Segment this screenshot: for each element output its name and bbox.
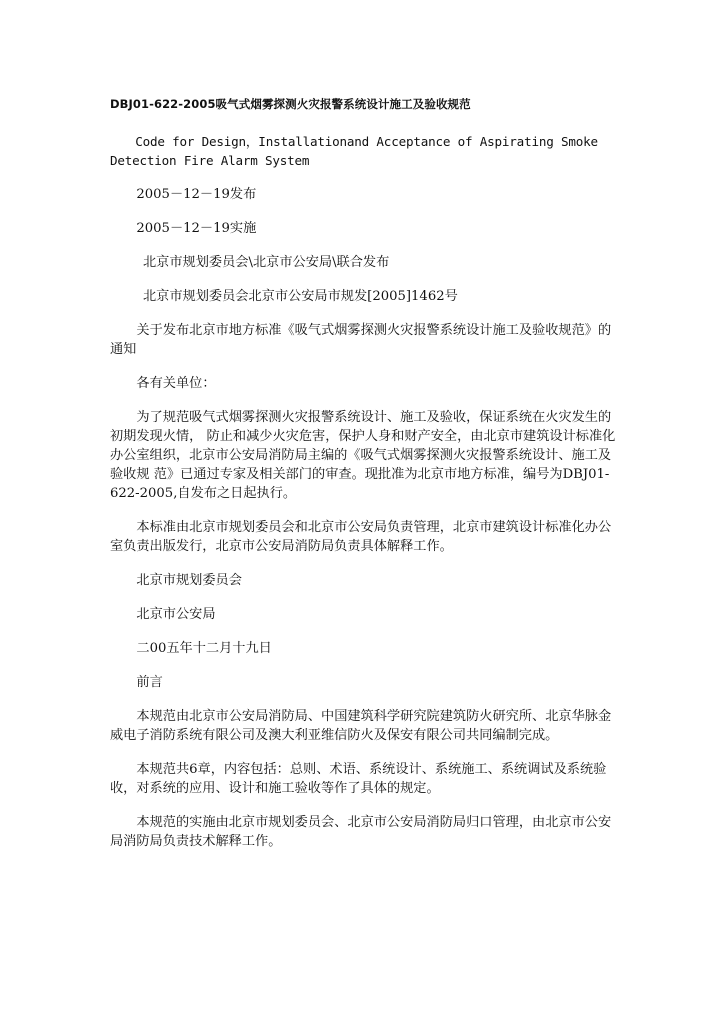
document-page — [110, 96, 620, 866]
notice-title: 关于发布北京市地方标准《吸气式烟雾探测火灾报警系统设计施工及验收规范》的通知 — [110, 323, 612, 357]
salutation: 各有关单位： — [136, 376, 216, 391]
issuers: 北京市规划委员会\北京市公安局\联合发布 — [143, 255, 390, 270]
preface-paragraph-2: 本规范共6章，内容包括：总则、术语、系统设计、系统施工、系统调试及系统验收，对系统的应用、设计和施工验收等作了具体的规定。 — [110, 762, 607, 796]
body-paragraph-2: 本标准由北京市规划委员会和北京市公安局负责管理，北京市建筑设计标准化办公室负责出版发行，北京市公安局消防局负责具体解释工作。 — [110, 520, 612, 554]
document-title: DBJ01-622-2005吸气式烟雾探测火灾报警系统设计施工及验收规范 — [110, 97, 471, 111]
english-title: Code for Design，Installationand Acceptance of Aspirating Smoke Detection Fire Alarm System — [110, 134, 598, 168]
signer-planning-commission: 北京市规划委员会 — [136, 573, 242, 588]
preface-paragraph-1: 本规范由北京市公安局消防局、中国建筑科学研究院建筑防火研究所、北京华脉金威电子消防系统有限公司及澳大利亚维信防火及保安有限公司共同编制完成。 — [110, 709, 612, 743]
effective-date: 2005－12－19实施 — [136, 221, 257, 236]
document-number: 北京市规划委员会北京市公安局市规发[2005]1462号 — [143, 289, 458, 304]
preface-paragraph-3: 本规范的实施由北京市规划委员会、北京市公安局消防局归口管理，由北京市公安局消防局负责技术解释工作。 — [110, 815, 612, 849]
body-paragraph-1: 为了规范吸气式烟雾探测火灾报警系统设计、施工及验收，保证系统在火灾发生的初期发现火情， 防止和减少火灾危害，保护人身和财产安全，由北京市建筑设计标准化办公室组织，北京市公安局消防局主编的《吸气式烟雾探测火灾报警系统设计、施工及验收规 范》已通过专家及相关部门的审查。现批准为北京市地方标准，编号为DBJ01-622-2005,自发布之日起执行。 — [110, 410, 616, 501]
signer-public-security-bureau: 北京市公安局 — [136, 607, 216, 622]
preface-heading: 前言 — [136, 675, 163, 690]
release-date: 2005－12－19发布 — [136, 187, 257, 202]
sign-date: 二00五年十二月十九日 — [136, 641, 272, 656]
